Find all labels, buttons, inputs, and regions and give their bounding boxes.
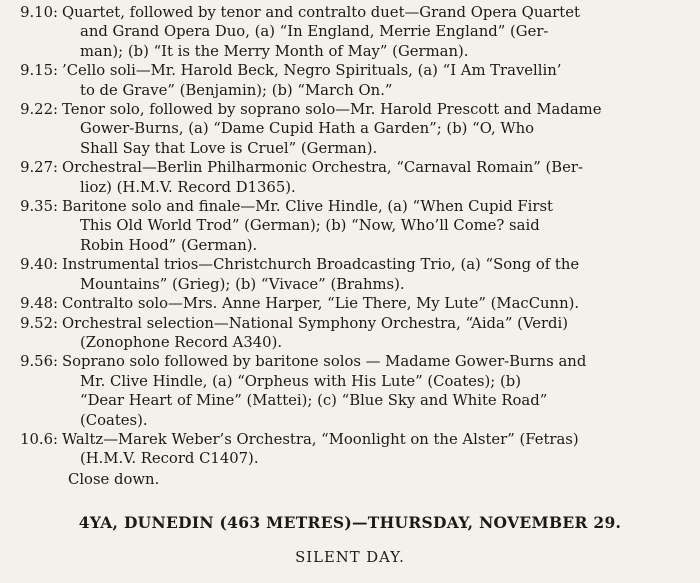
entry-line: Contralto solo—Mrs. Anne Harper, “Lie There, My Lute” (MacCunn). — [62, 295, 580, 313]
entry-line: Shall Say that Love is Cruel” (German). — [80, 139, 378, 157]
programme-entry — [0, 197, 700, 255]
entry-line: and Grand Opera Duo, (a) “In England, Merrie England” (Ger- — [80, 23, 549, 41]
entry-time: 9.40: — [20, 256, 58, 274]
entry-text — [62, 294, 700, 313]
entry-line: (H.M.V. Record C1407). — [80, 450, 259, 468]
programme-entry — [0, 430, 700, 469]
entry-line: Robin Hood” (German). — [80, 236, 258, 254]
entry-time: 10.6: — [20, 430, 58, 448]
entry-time: 9.15: — [20, 62, 58, 80]
programme-entry — [0, 255, 700, 294]
entry-line: to de Grave” (Benjamin); (b) “March On.” — [80, 81, 393, 99]
programme-entry — [0, 352, 700, 430]
close-down-text: Close down. — [68, 470, 160, 488]
entry-line: Quartet, followed by tenor and contralto duet—Grand Opera Quartet — [62, 4, 580, 21]
entry-time: 9.52: — [20, 314, 58, 332]
programme-list — [0, 3, 700, 489]
entry-line: (Coates). — [80, 411, 148, 429]
entry-text — [62, 255, 700, 294]
programme-entry — [0, 100, 700, 158]
programme-entry — [0, 3, 700, 61]
entry-text — [62, 314, 700, 353]
entry-line: (Zonophone Record A340). — [80, 333, 283, 351]
entry-time: 9.22: — [20, 101, 58, 119]
entry-line: Instrumental trios—Christchurch Broadcasting Trio, (a) “Song of the — [62, 256, 580, 274]
entry-time: 9.27: — [20, 159, 58, 177]
entry-line: This Old World Trod” (German); (b) “Now, Who’ll Come? said — [80, 217, 540, 235]
entry-line: Baritone solo and finale—Mr. Clive Hindle, (a) “When Cupid First — [62, 198, 553, 216]
programme-entry — [0, 158, 700, 197]
entry-line: man); (b) “It is the Merry Month of May” (German). — [80, 42, 469, 60]
entry-text — [62, 352, 700, 430]
entry-line: Gower-Burns, (a) “Dame Cupid Hath a Garden”; (b) “O, Who — [80, 120, 535, 138]
entry-line: Mountains” (Grieg); (b) “Vivace” (Brahms). — [80, 275, 405, 293]
entry-text — [62, 158, 700, 197]
programme-entry — [0, 61, 700, 100]
programme-entry — [0, 314, 700, 353]
entry-time: 9.35: — [20, 198, 58, 216]
station-heading: 4YA, DUNEDIN (463 METRES)—THURSDAY, NOVEMBER 29. — [78, 513, 622, 532]
silent-day-text: SILENT DAY. — [295, 549, 405, 566]
entry-text — [62, 3, 700, 61]
entry-text — [62, 61, 700, 100]
programme-entry — [0, 294, 700, 313]
entry-time: 9.56: — [20, 353, 58, 371]
entry-text — [62, 197, 700, 255]
entry-line: ’Cello soli—Mr. Harold Beck, Negro Spirituals, (a) “I Am Travellin’ — [62, 62, 562, 80]
entry-line: Mr. Clive Hindle, (a) “Orpheus with His Lute” (Coates); (b) — [80, 372, 522, 390]
entry-line: lioz) (H.M.V. Record D1365). — [80, 178, 296, 196]
entry-text — [62, 100, 700, 158]
entry-line: Tenor solo, followed by soprano solo—Mr. Harold Prescott and Madame — [62, 101, 602, 119]
entry-time: 9.10: — [20, 4, 58, 21]
entry-line: “Dear Heart of Mine” (Mattei); (c) “Blue Sky and White Road” — [80, 392, 548, 410]
entry-line: Orchestral selection—National Symphony Orchestra, “Aida” (Verdi) — [62, 314, 569, 332]
entry-line: Soprano solo followed by baritone solos — Madame Gower-Burns and — [62, 353, 587, 371]
entry-line: Orchestral—Berlin Philharmonic Orchestra, “Carnaval Romain” (Ber- — [62, 159, 583, 177]
entry-line: Waltz—Marek Weber’s Orchestra, “Moonlight on the Alster” (Fetras) — [62, 430, 579, 448]
entry-time: 9.48: — [20, 295, 58, 313]
entry-text — [62, 430, 700, 469]
